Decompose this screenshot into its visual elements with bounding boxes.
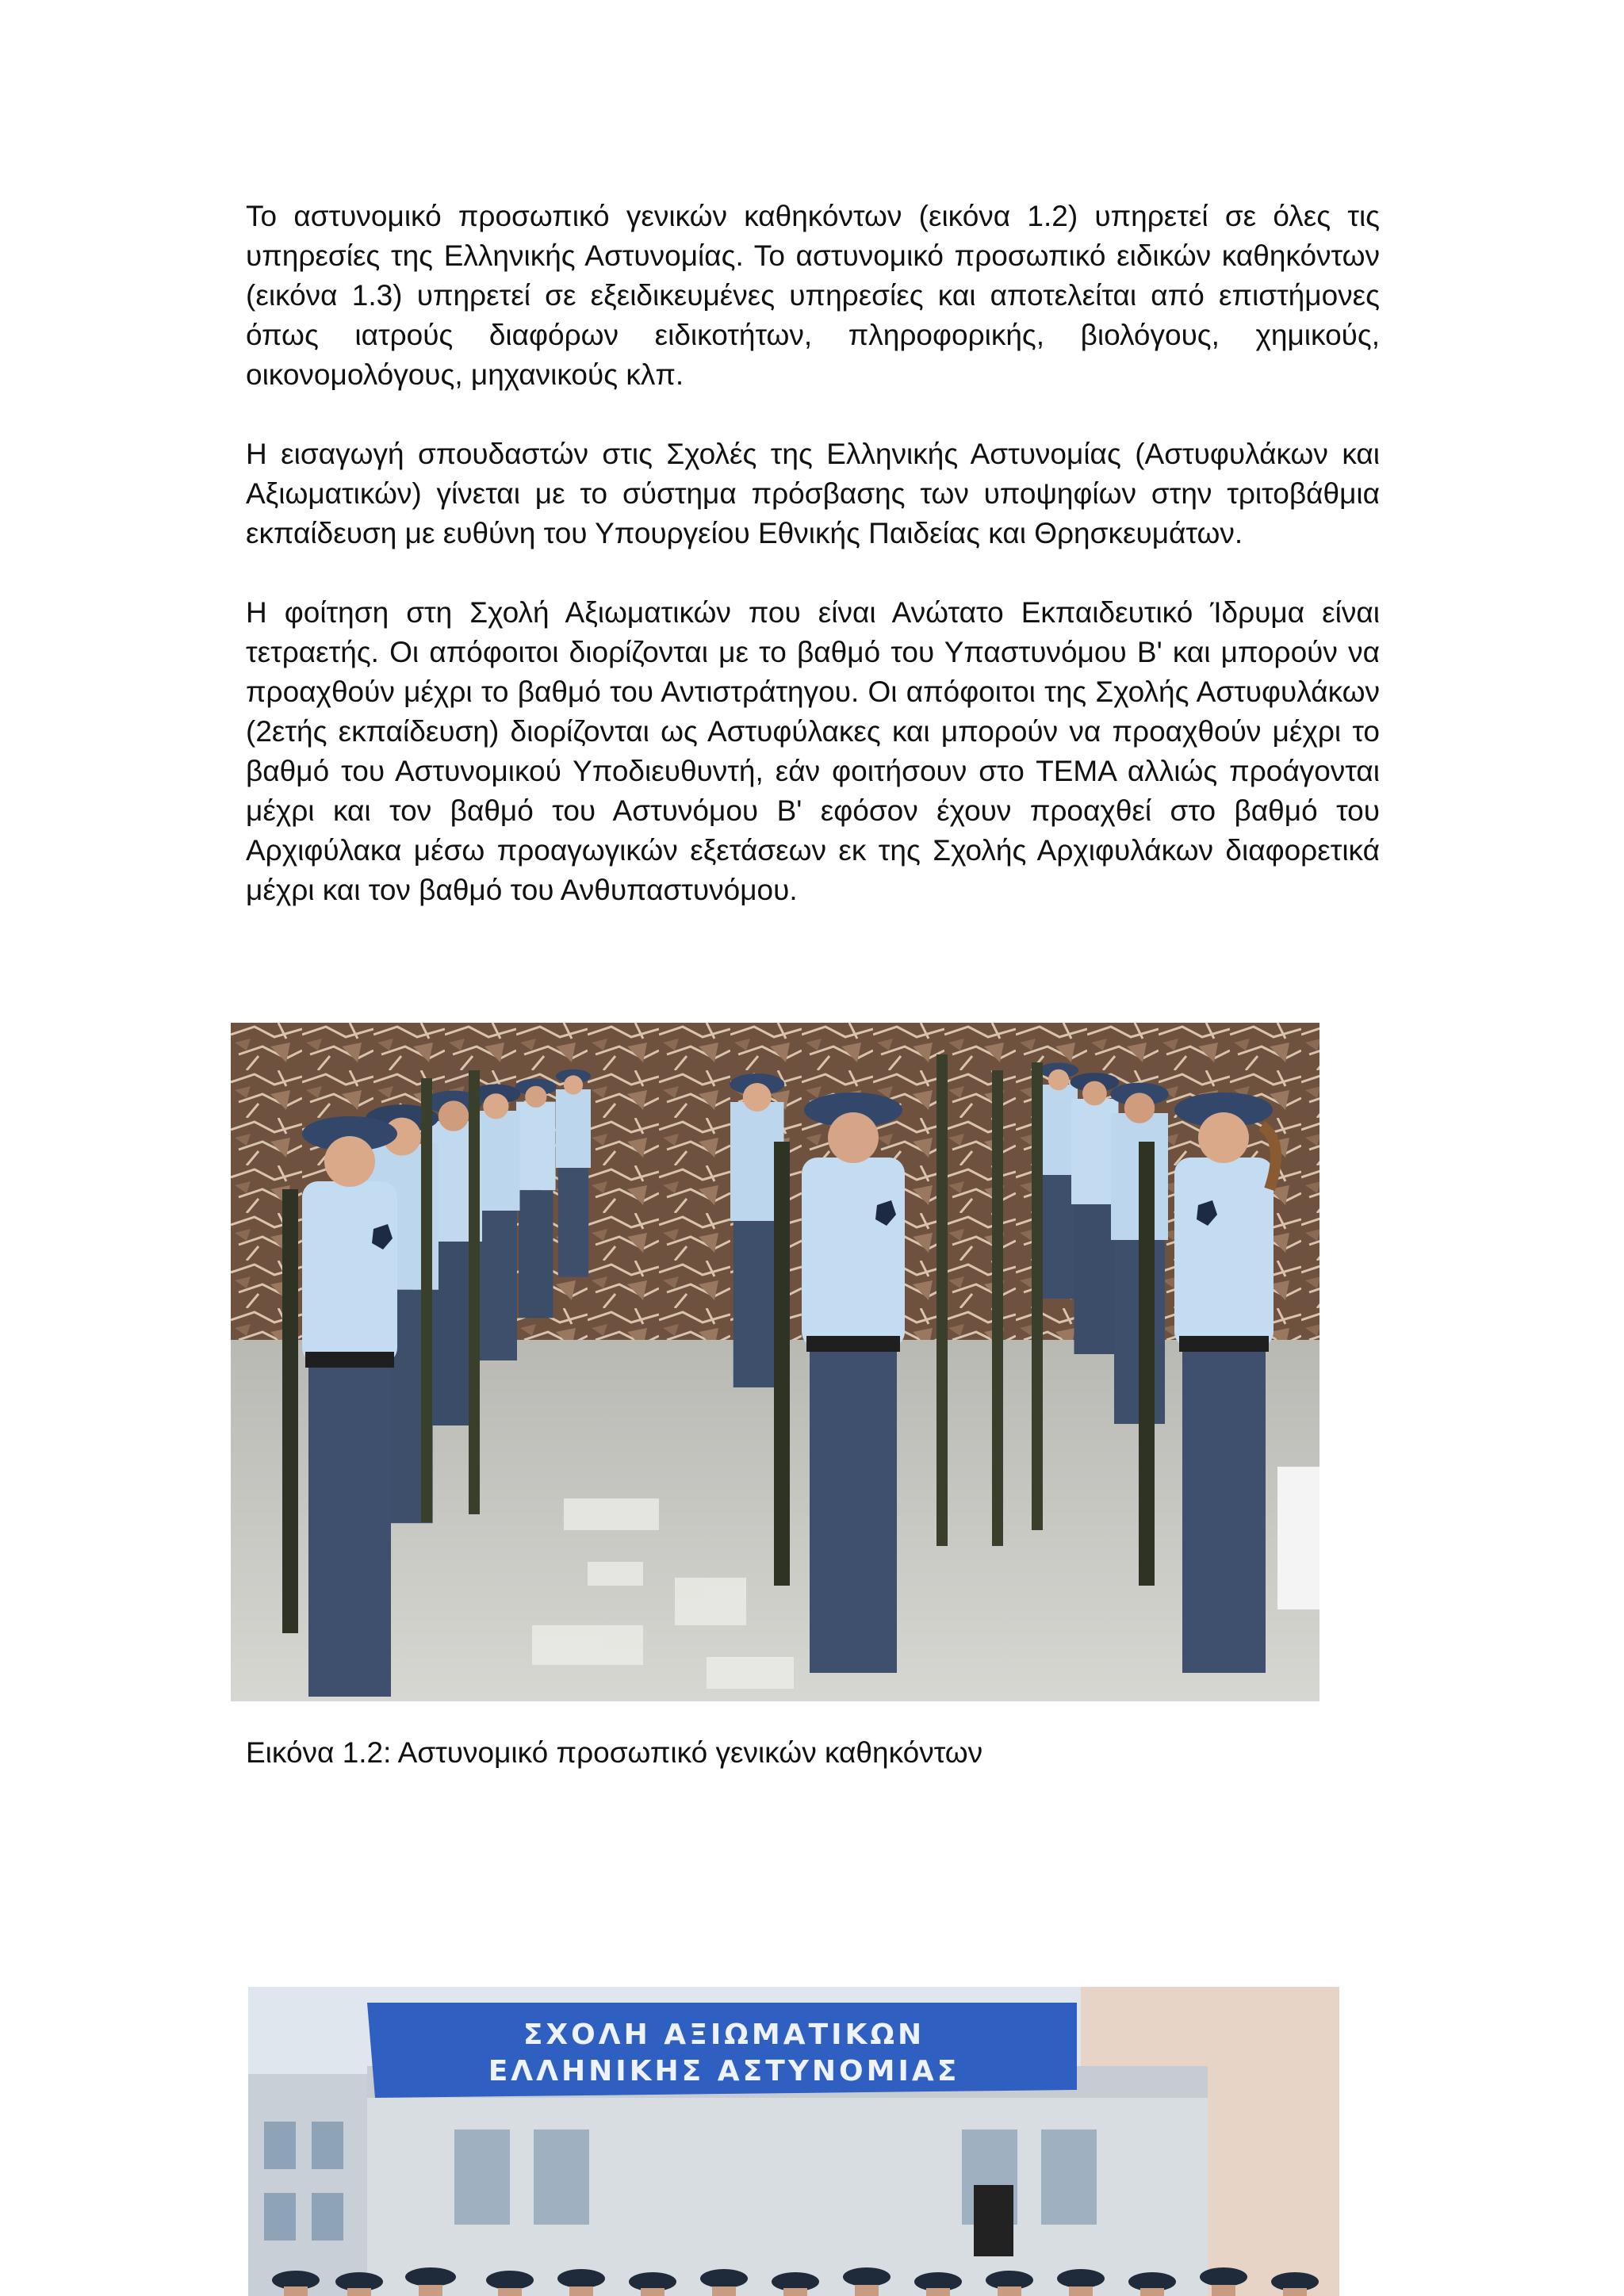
police-formation-illustration: [231, 1023, 1320, 1701]
paragraph-text: Το αστυνομικό προσωπικό γενικών καθηκόντων (εικόνα 1.2) υπηρετεί σε όλες τις υπηρεσίες της Ελληνικής Αστυνομίας. Το αστυνομικό προσωπικό ειδικών καθηκόντων (εικόνα 1.3) υπηρετεί σε εξειδικευμένες υπηρεσίες και αποτελείται από επιστήμονες όπως ιατρούς διαφόρων ειδικοτήτων, πληροφορικής, βιολόγους, χημικούς, οικονομολόγους, μηχανικούς κλπ.: [246, 200, 1380, 391]
figure-officers-school-photo: [248, 1987, 1339, 2296]
sign-line-1: ΣΧΟΛΗ ΑΞΙΩΜΑΤΙΚΩΝ: [523, 2019, 925, 2051]
paragraph-admission: [246, 434, 1380, 553]
figure-caption: Εικόνα 1.2: Αστυνομικό προσωπικό γενικών καθηκόντων: [246, 1736, 983, 1769]
officers-school-illustration: [248, 1987, 1339, 2296]
paragraph-officers-school: [246, 593, 1380, 910]
school-sign: [367, 2003, 1077, 2098]
figure-police-formation-photo: [231, 1023, 1320, 1701]
paragraph-general-duties: [246, 197, 1380, 395]
paragraph-text: Η φοίτηση στη Σχολή Αξιωματικών που είναι Ανώτατο Εκπαιδευτικό Ίδρυμα είναι τετραετής. Οι απόφοιτοι διορίζονται με το βαθμό του Υπαστυνόμου Β' και μπορούν να προαχθούν μέχρι το βαθμό του Αντιστράτηγου. Οι απόφοιτοι της Σχολής Αστυφυλάκων (2ετής εκπαίδευση) διορίζονται ως Αστυφύλακες και μπορούν να προαχθούν μέχρι το βαθμό του Αστυνομικού Υποδιευθυντή, εάν φοιτήσουν στο ΤΕΜΑ αλλιώς προάγονται μέχρι και τον βαθμό του Αστυνόμου Β' εφόσον έχουν προαχθεί στο βαθμό του Αρχιφύλακα μέσω προαγωγικών εξετάσεων εκ της Σχολής Αρχιφυλάκων διαφορετικά μέχρι και τον βαθμό του Ανθυπαστυνόμου.: [246, 596, 1380, 906]
paragraph-text: Η εισαγωγή σπουδαστών στις Σχολές της Ελληνικής Αστυνομίας (Αστυφυλάκων και Αξιωματικών) γίνεται με το σύστημα πρόσβασης των υποψηφίων στην τριτοβάθμια εκπαίδευση με ευθύνη του Υπουργείου Εθνικής Παιδείας και Θρησκευμάτων.: [246, 438, 1380, 549]
sign-line-2: ΕΛΛΗΝΙΚΗΣ ΑΣΤΥΝΟΜΙΑΣ: [488, 2055, 960, 2087]
